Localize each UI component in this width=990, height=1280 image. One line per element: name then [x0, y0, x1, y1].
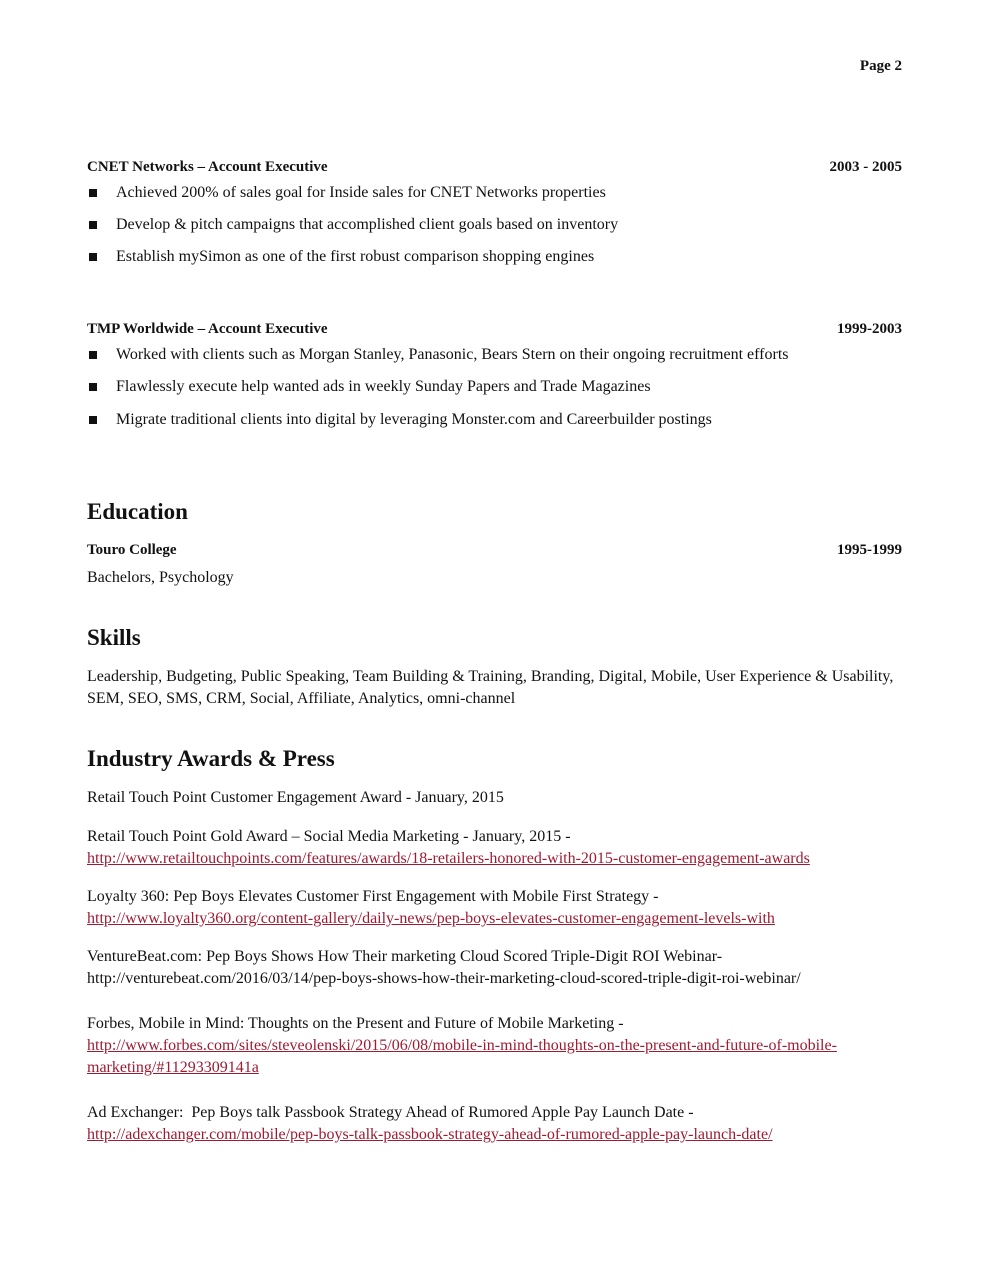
bullet-text: Flawlessly execute help wanted ads in weekly Sunday Papers and Trade Magazines [116, 378, 651, 395]
award-link[interactable]: http://www.loyalty360.org/content-gallery/daily-news/pep-boys-elevates-customer-engagement-levels-with [87, 910, 775, 927]
job-header [87, 319, 902, 339]
bullet-text: Migrate traditional clients into digital by leveraging Monster.com and Careerbuilder postings [116, 411, 712, 428]
skills-heading: Skills [87, 625, 141, 650]
awards-heading: Industry Awards & Press [87, 746, 335, 771]
award-text: Loyalty 360: Pep Boys Elevates Customer First Engagement with Mobile First Strategy - [87, 888, 659, 905]
list-item [87, 410, 902, 430]
job-tmp [87, 319, 902, 442]
square-bullet-icon [89, 221, 97, 229]
award-item: Retail Touch Point Customer Engagement Award - January, 2015 [87, 789, 504, 806]
education-header [87, 540, 902, 560]
bullet-text: Worked with clients such as Morgan Stanley, Panasonic, Bears Stern on their ongoing recruitment efforts [116, 346, 789, 363]
education-heading: Education [87, 499, 188, 524]
job-dates: 1999-2003 [837, 321, 902, 337]
award-link[interactable]: http://www.retailtouchpoints.com/features/awards/18-retailers-honored-with-2015-customer-engagement-awards [87, 850, 810, 867]
list-item [87, 215, 902, 235]
skills-text: Leadership, Budgeting, Public Speaking, Team Building & Training, Branding, Digital, Mobile, User Experience & Usability, SEM, SEO, SMS, CRM, Social, Affiliate, Analytics, omni-channel [87, 668, 894, 707]
award-text: VentureBeat.com: Pep Boys Shows How Their marketing Cloud Scored Triple-Digit ROI Webinar- [87, 948, 723, 965]
education-dates: 1995-1999 [837, 542, 902, 558]
award-link[interactable]: http://adexchanger.com/mobile/pep-boys-talk-passbook-strategy-ahead-of-rumored-apple-pay-launch-date/ [87, 1126, 773, 1143]
job-cnet [87, 157, 902, 279]
bullet-text: Achieved 200% of sales goal for Inside sales for CNET Networks properties [116, 184, 606, 201]
list-item [87, 345, 902, 365]
list-item [87, 183, 902, 203]
award-text: Forbes, Mobile in Mind: Thoughts on the Present and Future of Mobile Marketing - [87, 1015, 624, 1032]
awards-section [87, 745, 902, 1146]
bullet-text: Establish mySimon as one of the first robust comparison shopping engines [116, 248, 595, 265]
award-item [87, 946, 902, 990]
award-item [87, 886, 902, 930]
job-bullets [87, 183, 902, 267]
award-text: Retail Touch Point Gold Award – Social Media Marketing - January, 2015 - [87, 828, 571, 845]
award-item [87, 826, 902, 870]
award-item [87, 1102, 902, 1146]
award-text: Ad Exchanger: Pep Boys talk Passbook Strategy Ahead of Rumored Apple Pay Launch Date - [87, 1104, 694, 1121]
job-header [87, 157, 902, 177]
award-item [87, 1013, 902, 1079]
degree: Bachelors, Psychology [87, 569, 234, 586]
list-item [87, 247, 902, 267]
square-bullet-icon [89, 189, 97, 197]
job-dates: 2003 - 2005 [829, 159, 902, 175]
school-name: Touro College [87, 542, 177, 558]
job-bullets [87, 345, 902, 430]
list-item [87, 377, 902, 397]
job-title: TMP Worldwide – Account Executive [87, 321, 328, 337]
education-section [87, 498, 902, 589]
square-bullet-icon [89, 383, 97, 391]
skills-section [87, 624, 902, 710]
bullet-text: Develop & pitch campaigns that accomplished client goals based on inventory [116, 216, 619, 233]
page-number: Page 2 [859, 58, 902, 74]
square-bullet-icon [89, 253, 97, 261]
square-bullet-icon [89, 351, 97, 359]
job-title: CNET Networks – Account Executive [87, 159, 328, 175]
square-bullet-icon [89, 416, 97, 424]
award-link[interactable]: http://www.forbes.com/sites/steveolenski/2015/06/08/mobile-in-mind-thoughts-on-the-present-and-future-of-mobile-marketing/#11293309141a [87, 1037, 837, 1076]
award-url-text: http://venturebeat.com/2016/03/14/pep-boys-shows-how-their-marketing-cloud-scored-triple-digit-roi-webinar/ [87, 970, 801, 987]
